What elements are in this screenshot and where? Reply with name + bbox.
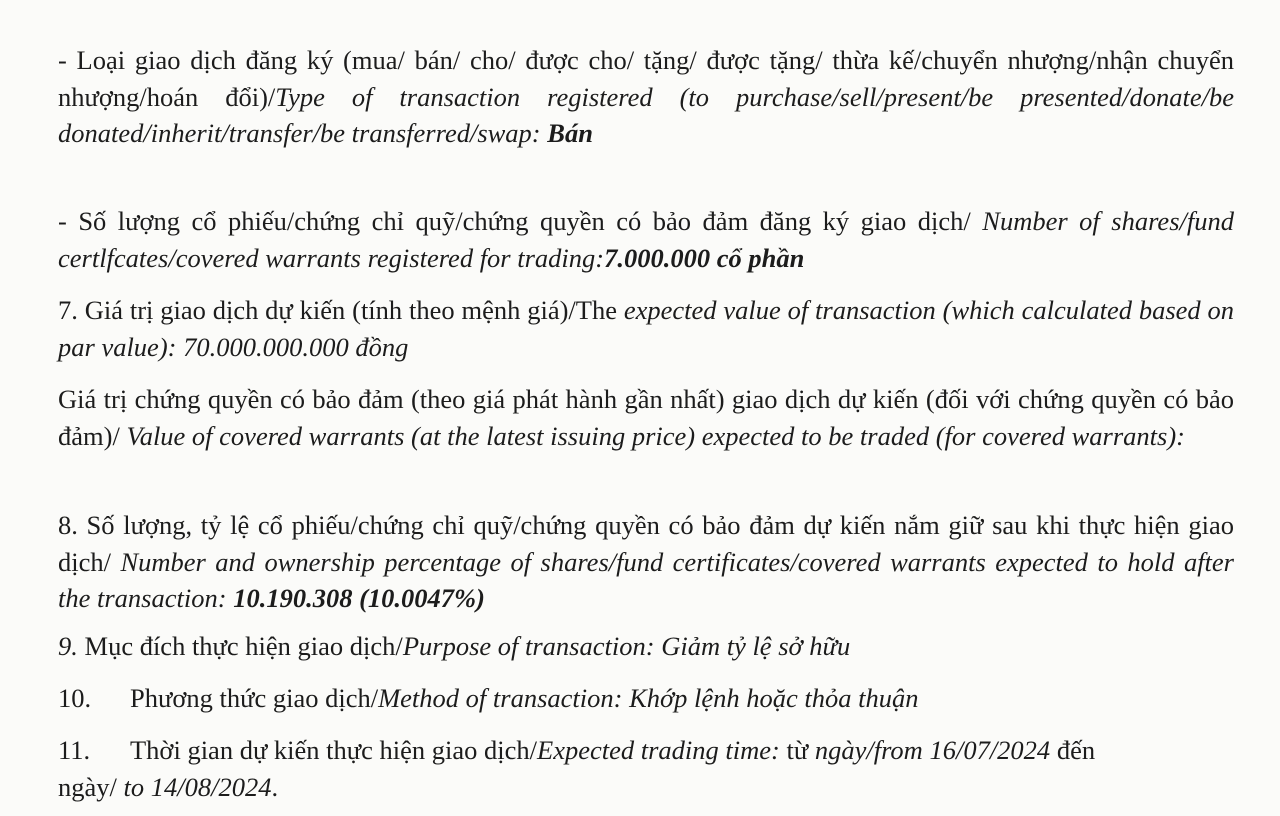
trading-time-label-en: Expected trading time: bbox=[537, 735, 780, 765]
trading-time-start-date: 16/07/2024 bbox=[929, 735, 1051, 765]
method-label-en: Method of transaction: bbox=[378, 683, 623, 713]
method-value: Khớp lệnh hoặc thỏa thuận bbox=[629, 683, 919, 713]
holding-after-paragraph bbox=[58, 507, 1234, 617]
holding-after-label-en: Number and ownership percentage of shares/fund certificates/covered warrants expected to hold after the transaction: bbox=[58, 546, 1234, 613]
expected-value-label-vi: 7. Giá trị giao dịch dự kiến (tính theo mệnh giá)/The bbox=[58, 295, 617, 325]
covered-warrants-value-paragraph bbox=[58, 381, 1234, 454]
purpose-label-en: Purpose of transaction: bbox=[402, 631, 655, 661]
transaction-type-paragraph bbox=[58, 42, 1234, 152]
trading-time-number: 11. bbox=[58, 735, 91, 765]
covered-warrants-label-vi: Giá trị chứng quyền có bảo đảm (theo giá phát hành gần nhất) giao dịch dự kiến (đối với chứng quyền có bảo đảm)/ bbox=[58, 384, 1234, 451]
method-label-vi: Phương thức giao dịch/ bbox=[130, 683, 379, 713]
transaction-type-value: Bán bbox=[547, 118, 593, 148]
holding-after-label-vi: 8. Số lượng, tỷ lệ cổ phiếu/chứng chỉ quỹ/chứng quyền có bảo đảm dự kiến nắm giữ sau khi thực hiện giao dịch/ bbox=[58, 510, 1234, 577]
quantity-registered-value: 7.000.000 cổ phần bbox=[604, 242, 805, 273]
purpose-paragraph bbox=[58, 628, 1234, 665]
trading-time-to-en: to bbox=[123, 771, 145, 802]
trading-time-end-date: 14/08/2024 bbox=[150, 771, 272, 802]
purpose-number: 9. bbox=[58, 631, 78, 661]
expected-value-value: 70.000.000.000 đồng bbox=[183, 331, 409, 362]
trading-time-to-vi: đến ngày/ bbox=[58, 735, 1096, 802]
quantity-registered-label-en: Number of shares/fund certlfcates/covered warrants registered for trading: bbox=[58, 206, 1234, 273]
holding-after-value: 10.190.308 (10.0047%) bbox=[233, 583, 485, 613]
method-number: 10. bbox=[58, 683, 92, 713]
trading-time-from-en: ngày/from bbox=[814, 735, 923, 765]
trading-time-label-vi: Thời gian dự kiến thực hiện giao dịch/ bbox=[130, 735, 538, 765]
purpose-value: Giảm tỷ lệ sở hữu bbox=[661, 631, 851, 661]
quantity-registered-label-vi: - Số lượng cổ phiếu/chứng chỉ quỹ/chứng quyền có bảo đảm đăng ký giao dịch/ bbox=[58, 206, 971, 236]
covered-warrants-label-en: Value of covered warrants (at the latest issuing price) expected to be traded (for covered warrants): bbox=[126, 420, 1185, 451]
expected-value-paragraph bbox=[58, 292, 1234, 365]
trading-time-from-vi: từ bbox=[786, 735, 809, 765]
quantity-registered-paragraph bbox=[58, 203, 1234, 276]
method-paragraph bbox=[58, 680, 1234, 717]
trading-time-paragraph bbox=[58, 732, 1138, 805]
transaction-type-label-en: Type of transaction registered (to purchase/sell/present/be presented/donate/be donated/inherit/transfer/be transferred/swap: bbox=[58, 81, 1234, 148]
purpose-label-vi: Mục đích thực hiện giao dịch/ bbox=[84, 631, 403, 661]
trading-time-end-mark: . bbox=[271, 771, 279, 802]
transaction-type-label-vi: - Loại giao dịch đăng ký (mua/ bán/ cho/ được cho/ tặng/ được tặng/ thừa kế/chuyển nhượng/nhận chuyển nhượng/hoán đổi)/ bbox=[58, 45, 1234, 112]
expected-value-label-en: expected value of transaction (which calculated based on par value): bbox=[58, 295, 1235, 362]
